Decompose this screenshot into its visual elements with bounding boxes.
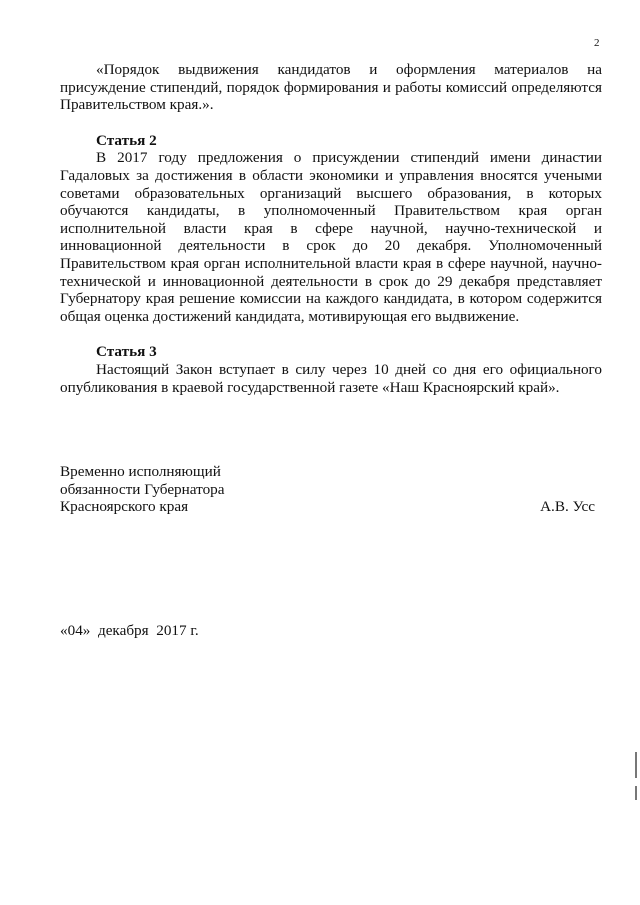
article-3 <box>60 343 602 396</box>
article-3-text: Настоящий Закон вступает в силу через 10 дней со дня его официального опубликования в краевой государственной газете «Наш Красноярский край». <box>60 360 602 396</box>
signature-block <box>60 463 602 516</box>
document-date: «04» декабря 2017 г. <box>60 622 199 639</box>
intro-paragraph: «Порядок выдвижения кандидатов и оформления материалов на присуждение стипендий, порядок формирования и работы комиссий определяются Правительством края.». <box>60 61 602 114</box>
signature-title-line-2: обязанности Губернатора <box>60 480 225 498</box>
page-number: 2 <box>594 37 600 49</box>
signature-title-line-1: Временно исполняющий <box>60 463 221 480</box>
scan-edge-mark <box>635 752 637 778</box>
article-3-heading: Статья 3 <box>96 343 157 361</box>
article-2 <box>60 132 602 326</box>
scan-edge-mark <box>635 786 637 800</box>
document-body <box>60 61 602 396</box>
article-2-heading: Статья 2 <box>96 131 157 149</box>
signature-title-line-3: Красноярского края <box>60 498 189 516</box>
article-2-text: В 2017 году предложения о присуждении стипендий имени династии Гадаловых за достижения в области экономики и управления вносятся учеными советами образовательных организаций высшего образования, в которых обучаются кандидаты, в уполномоченный Правительством края орган исполнительной власти края в сфере научной, научно-технической и инновационной деятельности в срок до 20 декабря. Уполномоченный Правительством края орган исполнительной власти края в сфере научной, научно-технической и инновационной деятельности в срок до 29 декабря представляет Губернатору края решение комиссии на каждого кандидата, в котором содержится общая оценка достижений кандидата, мотивирующая его выдвижение. <box>60 149 602 325</box>
signatory-name: А.В. Усс <box>540 498 595 515</box>
